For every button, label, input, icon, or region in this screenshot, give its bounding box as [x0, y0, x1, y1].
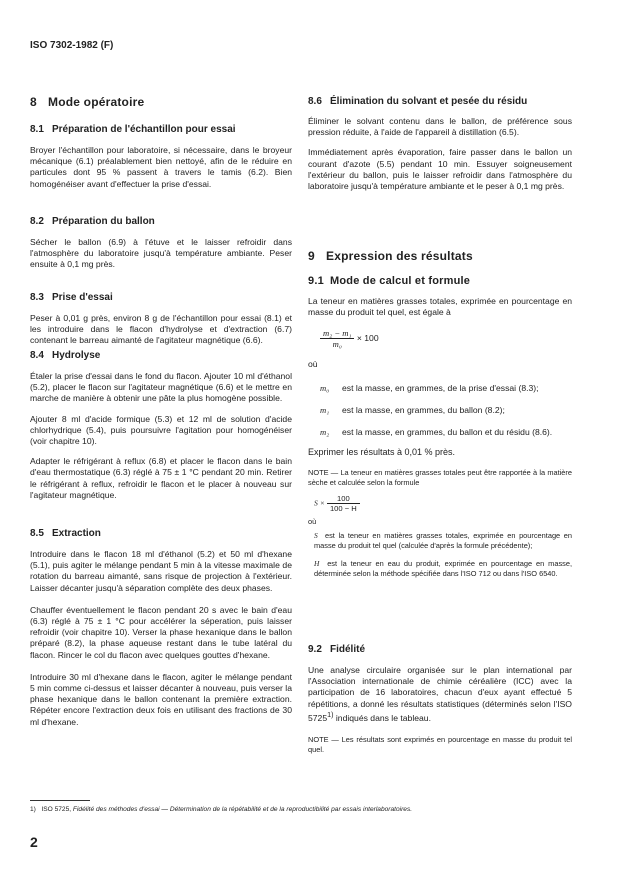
- document-header: ISO 7302-1982 (F): [30, 40, 114, 51]
- definition-text: est la teneur en matières grasses totales, exprimée en pourcentage en masse du produit tel quel (calculée d'après la formule précédente);: [314, 530, 573, 550]
- section-title: Hydrolyse: [52, 350, 101, 361]
- definition-text: est la masse, en grammes, du ballon et du résidu (8.6).: [342, 426, 553, 437]
- note-formula: [314, 494, 572, 513]
- footnote-divider: [30, 800, 90, 801]
- section-number: 8.6: [308, 96, 322, 107]
- formula-denominator: m₀: [332, 339, 342, 350]
- paragraph: Immédiatement après évaporation, faire passer dans le ballon un courant d'azote (5.5) pendant 10 min. Essuyer soigneusement l'extérieur du ballon, puis le laisser refroidir dans l'atmosphère du laboratoire jusqu'à température ambiante et le peser à 0,1 mg près.: [308, 147, 572, 192]
- section-number: 8.2: [30, 216, 44, 227]
- formula-numerator: 100: [327, 494, 360, 504]
- section-number: 8.5: [30, 528, 44, 539]
- ou-label: où: [308, 516, 317, 526]
- formula-denominator: 100 − H: [329, 503, 357, 513]
- paragraph: La teneur en matières grasses totales, exprimée en pourcentage en masse du produit tel quel, est égale à: [308, 296, 572, 318]
- ou-label: où: [308, 359, 318, 370]
- section-8-3: [30, 292, 292, 347]
- definition-text: est la masse, en grammes, de la prise d'essai (8.3);: [342, 382, 539, 393]
- definition-item: [320, 405, 572, 416]
- footnote: [30, 806, 590, 813]
- footnote-text: Fidélité des méthodes d'essai — Détermination de la répétabilité et de la reproductibilité par essais interlaboratoires.: [72, 806, 413, 813]
- section-title: Mode opératoire: [48, 95, 145, 109]
- section-title: Extraction: [52, 528, 101, 539]
- paragraph: Étaler la prise d'essai dans le fond du flacon. Ajouter 10 ml d'éthanol (5.2), placer le flacon sur l'agitateur magnétique (6.6) et le mettre en marche de manière à obtenir une pâte la plus homogène possible.: [30, 371, 292, 404]
- footnote-ref[interactable]: 1): [327, 710, 334, 719]
- note: NOTE — Les résultats sont exprimés en pourcentage en masse du produit tel quel.: [308, 734, 572, 754]
- note-definition: [314, 531, 572, 551]
- definition-list: [320, 383, 572, 438]
- symbol: H: [314, 558, 320, 568]
- formula-prefix: S ×: [314, 498, 325, 508]
- section-number: 9.2: [308, 644, 322, 655]
- section-title: Mode de calcul et formule: [330, 275, 471, 287]
- formula-numerator: m₂ − m₁: [320, 328, 354, 339]
- paragraph: Sécher le ballon (6.9) à l'étuve et le laisser refroidir dans l'atmosphère du laboratoire jusqu'à température ambiante. Peser ensuite à 0,1 mg près.: [30, 237, 292, 270]
- paragraph: [308, 665, 572, 724]
- section-8-heading: [30, 95, 292, 109]
- paragraph: Chauffer éventuellement le flacon pendant 20 s avec le bain d'eau (6.3) réglé à 75 ± 1 °C pour accélérer la séperation, puis laisser refroidir (voir chapitre 10). Verser la phase hexanique dans le ballon préparé (8.2), la phase aqueuse restant dans le tube latéral du flacon. Rincer le col du flacon avec quelques gouttes d'hexane.: [30, 604, 292, 660]
- formula: [320, 328, 572, 349]
- section-number: 8: [30, 95, 37, 109]
- section-9-heading: [308, 249, 572, 263]
- paragraph: Adapter le réfrigérant à reflux (6.8) et placer le flacon dans le bain d'eau thermostatique (6.3) réglé à 75 ± 1 °C pendant 20 min. Retirer le réfrigérant à reflux, refroidir le flacon et le placer à nouveau sur l'agitateur magnétique.: [30, 456, 292, 500]
- section-9-2: [308, 644, 572, 755]
- note-definition: [314, 559, 572, 579]
- definition-text: est la teneur en eau du produit, exprimée en pourcentage en masse, déterminée selon la méthode spécifiée dans l'ISO 712 ou dans l'ISO 6540.: [314, 558, 572, 578]
- paragraph: Introduire dans le flacon 18 ml d'éthanol (5.2) et 50 ml d'hexane (5.1), puis agiter le mélange pendant 5 min à la vitesse maximale de rotation du barreau aimanté, sans risque de projection à l'extérieur. Laisser décanter jusqu'à séparation complète des deux phases.: [30, 549, 292, 593]
- formula-factor: × 100: [356, 333, 379, 344]
- definition-item: [320, 383, 572, 394]
- symbol: m₂: [320, 426, 330, 437]
- section-title: Prise d'essai: [52, 292, 113, 303]
- section-title: Préparation de l'échantillon pour essai: [52, 124, 236, 135]
- paragraph: Exprimer les résultats à 0,01 % près.: [308, 446, 456, 457]
- section-8-2: [30, 216, 292, 271]
- section-8-4: [30, 350, 292, 501]
- page-number: 2: [30, 834, 38, 850]
- note: NOTE — La teneur en matières grasses totales peut être rapportée à la matière sèche et calculée selon la formule: [308, 467, 572, 487]
- section-9-1: [308, 275, 572, 579]
- section-title: Expression des résultats: [326, 249, 473, 263]
- symbol: S: [314, 530, 318, 540]
- section-8-1: [30, 124, 292, 190]
- section-title: Préparation du ballon: [52, 216, 155, 227]
- footnote-mark: 1): [30, 806, 36, 813]
- section-number: 9: [308, 249, 315, 263]
- section-number: 9.1: [308, 275, 324, 287]
- section-8-6: [308, 96, 572, 192]
- section-number: 8.4: [30, 350, 44, 361]
- symbol: m₀: [320, 382, 330, 393]
- section-number: 8.3: [30, 292, 44, 303]
- symbol: m₁: [320, 404, 330, 415]
- paragraph: Ajouter 8 ml d'acide formique (5.3) et 12 ml de solution d'acide chlorhydrique (5.4), puis poursuivre l'agitation pour homogénéiser (voir chapitre 10).: [30, 413, 292, 447]
- definition-item: [320, 427, 572, 438]
- section-title: Fidélité: [330, 644, 366, 655]
- section-8-5: [30, 528, 292, 728]
- paragraph-text: indiqués dans le tableau.: [333, 712, 431, 723]
- paragraph: Peser à 0,01 g près, environ 8 g de l'échantillon pour essai (8.1) et les introduire dans le flacon d'hydrolyse et d'extraction (6.7) contenant le barreau aimanté de l'agitateur magnétique (6.6).: [30, 313, 292, 346]
- paragraph: Éliminer le solvant contenu dans le ballon, de préférence sous pression réduite, à l'aide de l'appareil à distillation (6.5).: [308, 116, 572, 138]
- footnote-ref: ISO 5725,: [41, 806, 72, 813]
- section-number: 8.1: [30, 124, 44, 135]
- paragraph: Broyer l'échantillon pour laboratoire, si nécessaire, dans le broyeur mécanique (6.1) préalablement bien nettoyé, afin de le réduire en particules dont 95 % passent à travers le tamis (6.2). Bien homogénéiser avant d'effectuer la prise d'essai.: [30, 145, 292, 189]
- paragraph: Introduire 30 ml d'hexane dans le flacon, agiter le mélange pendant 5 min comme ci-dessus et laisser décanter à nouveau, puis verser la phase hexanique dans le ballon contenant la première extraction. Répéter encore l'extraction deux fois en utilisant des fractions de 30 ml d'hexane.: [30, 671, 292, 727]
- section-title: Élimination du solvant et pesée du résidu: [330, 96, 528, 107]
- definition-text: est la masse, en grammes, du ballon (8.2);: [342, 404, 505, 415]
- paragraph-text: Une analyse circulaire organisée sur le plan international par l'Association internationale de chimie céréalière (ICC) avec la participation de 16 laboratoires, chacun d'eux ayant effectué 5 répétitions, a donné les résultats statistiques (déterminés selon l'ISO 5725: [308, 665, 572, 723]
